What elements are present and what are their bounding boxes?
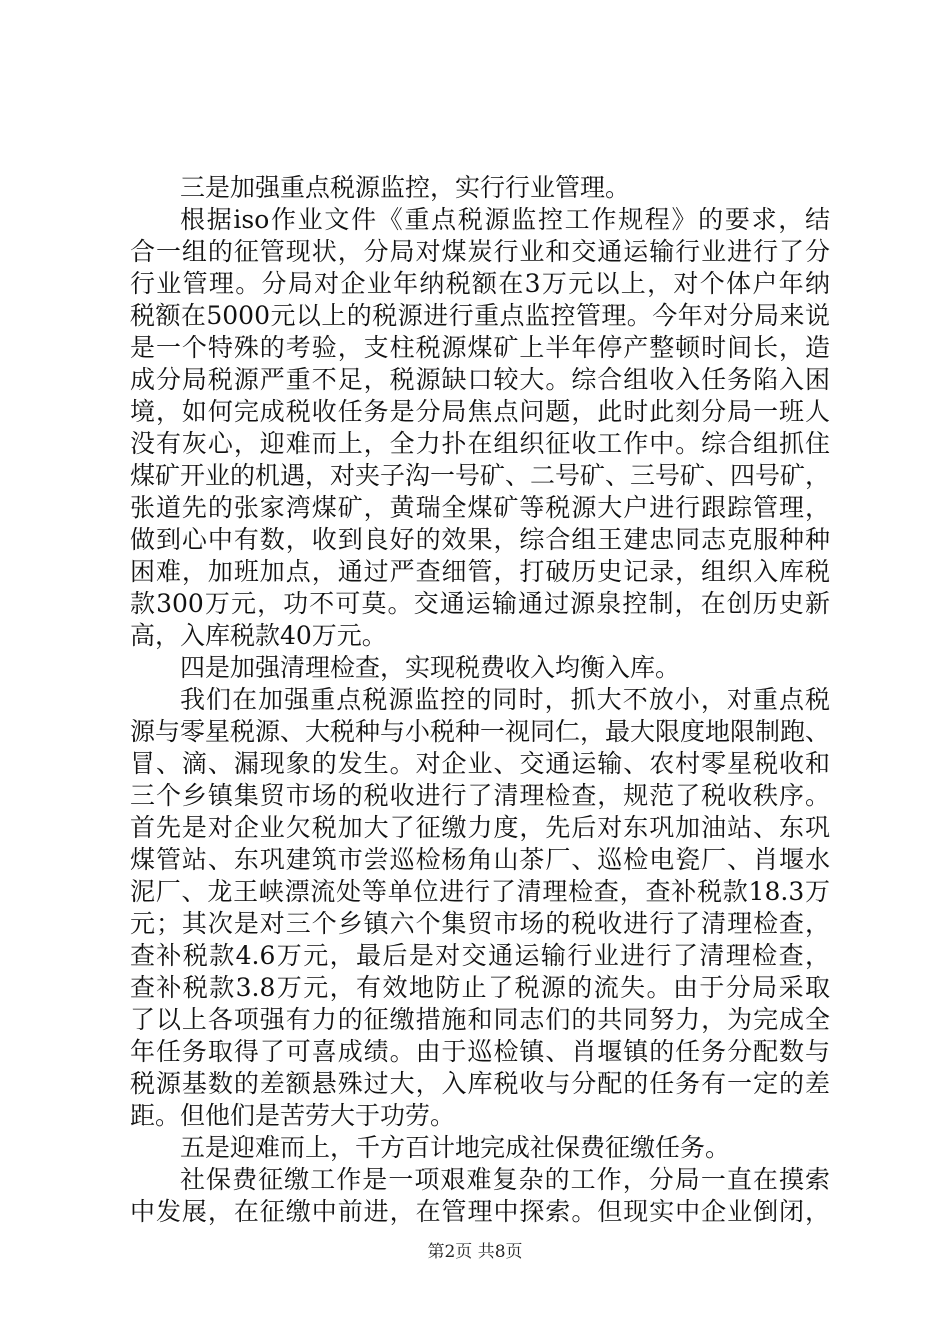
text-line: 元；其次是对三个乡镇六个集贸市场的税收进行了清理检查，	[130, 909, 830, 938]
text-line: 泥厂、龙王峡漂流处等单位进行了清理检查，查补税款18.3万	[130, 877, 830, 906]
text-line: 冒、滴、漏现象的发生。对企业、交通运输、农村零星税收和	[130, 749, 830, 778]
text-line: 高，入库税款40万元。	[130, 621, 387, 650]
paragraph-start-line: 五是迎难而上，千方百计地完成社保费征缴任务。	[180, 1133, 731, 1162]
text-line: 源与零星税源、大税种与小税种一视同仁，最大限度地限制跑、	[130, 717, 831, 746]
paragraph-start-line: 社保费征缴工作是一项艰难复杂的工作，分局一直在摸索	[180, 1165, 830, 1194]
text-line: 煤矿开业的机遇，对夹子沟一号矿、二号矿、三号矿、四号矿，	[130, 461, 831, 490]
text-line: 成分局税源严重不足，税源缺口较大。综合组收入任务陷入困	[130, 365, 830, 394]
paragraph-start-line: 四是加强清理检查，实现税费收入均衡入库。	[180, 653, 681, 682]
text-line: 中发展，在征缴中前进，在管理中探索。但现实中企业倒闭，	[130, 1197, 830, 1226]
text-line: 年任务取得了可喜成绩。由于巡检镇、肖堰镇的任务分配数与	[130, 1037, 830, 1066]
text-line: 煤管站、东巩建筑市尝巡检杨角山茶厂、巡检电瓷厂、肖堰水	[130, 845, 830, 874]
text-line: 税额在5000元以上的税源进行重点监控管理。今年对分局来说	[130, 301, 830, 330]
paragraph-start-line: 我们在加强重点税源监控的同时，抓大不放小，对重点税	[180, 685, 830, 714]
text-line: 首先是对企业欠税加大了征缴力度，先后对东巩加油站、东巩	[130, 813, 830, 842]
text-line: 做到心中有数，收到良好的效果，综合组王建忠同志克服种种	[130, 525, 830, 554]
text-line: 张道先的张家湾煤矿，黄瑞全煤矿等税源大户进行跟踪管理，	[130, 493, 830, 522]
paragraph-start-line: 根据iso作业文件《重点税源监控工作规程》的要求，结	[180, 205, 830, 234]
text-line: 没有灰心，迎难而上，全力扑在组织征收工作中。综合组抓住	[130, 429, 830, 458]
text-line: 查补税款4.6万元，最后是对交通运输行业进行了清理检查，	[130, 941, 830, 970]
text-line: 查补税款3.8万元，有效地防止了税源的流失。由于分局采取	[130, 973, 830, 1002]
text-line: 三个乡镇集贸市场的税收进行了清理检查，规范了税收秩序。	[130, 781, 830, 810]
text-line: 困难，加班加点，通过严查细管，打破历史记录，组织入库税	[130, 557, 830, 586]
text-line: 款300万元，功不可莫。交通运输通过源泉控制，在创历史新	[130, 589, 830, 618]
text-line: 境，如何完成税收任务是分局焦点问题，此时此刻分局一班人	[130, 397, 830, 426]
text-line: 行业管理。分局对企业年纳税额在3万元以上，对个体户年纳	[130, 269, 830, 298]
text-line: 了以上各项强有力的征缴措施和同志们的共同努力，为完成全	[130, 1005, 830, 1034]
text-line: 距。但他们是苦劳大于功劳。	[130, 1101, 456, 1130]
document-body	[130, 172, 830, 1228]
paragraph-start-line: 三是加强重点税源监控，实行行业管理。	[180, 173, 631, 202]
text-line: 税源基数的差额悬殊过大，入库税收与分配的任务有一定的差	[130, 1069, 830, 1098]
text-line: 合一组的征管现状，分局对煤炭行业和交通运输行业进行了分	[130, 237, 830, 266]
text-line: 是一个特殊的考验，支柱税源煤矿上半年停产整顿时间长，造	[130, 333, 830, 362]
page-footer: 第2页 共8页	[427, 1242, 523, 1262]
